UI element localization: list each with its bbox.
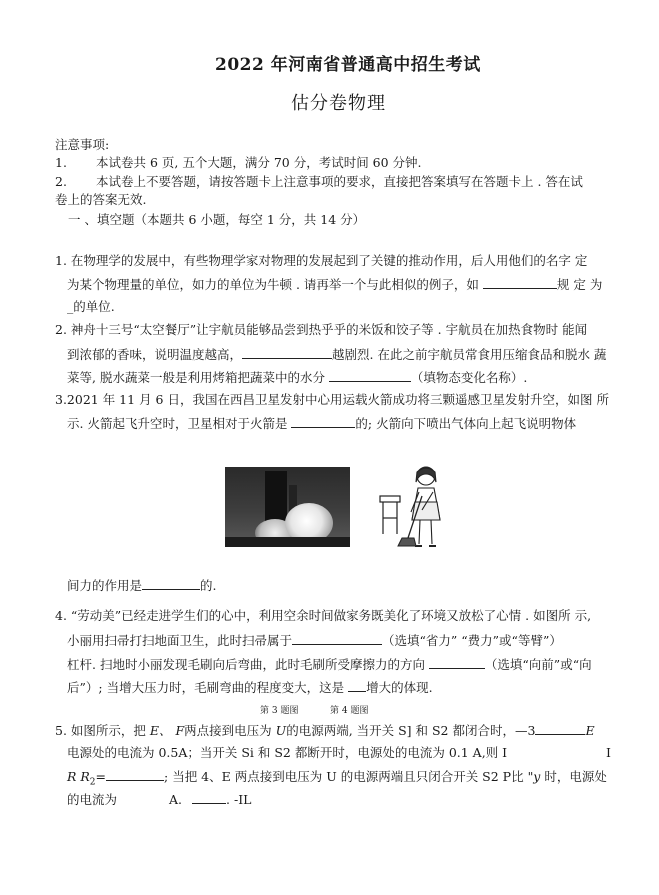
question-5-line-1: 5. 如图所示，把 E、 F两点接到电压为 U的电源两端, 当开关 S] 和 S2 都闭合时，—3 E xyxy=(55,723,595,738)
desk-drawing xyxy=(380,496,400,534)
question-4-line-3: 杠杆. 扫地时小丽发现毛刷向后弯曲，此时毛刷所受摩擦力的方向 （选填“向前”或“向 xyxy=(67,657,592,672)
notes-item-1-number: 1. xyxy=(55,155,67,170)
answer-blank xyxy=(291,415,355,428)
question-2-line-2: 到浓郁的香味，说明温度越高， 越剧烈. 在此之前宇航员常食用压缩食品和脱水 蔬 xyxy=(67,347,607,362)
question-3-line-1: 3.2021 年 11 月 6 日，我国在西昌卫星发射中心用运载火箭成功将三颗遥感卫星发射升空，如图 所 xyxy=(55,392,609,407)
answer-blank xyxy=(292,632,382,645)
figure-4-caption: 第 4 题图 xyxy=(330,706,369,716)
question-1-line-1: 1. 在物理学的发展中，有些物理学家对物理的发展起到了关键的推动作用，后人用他们的名字 定 xyxy=(55,253,588,268)
exam-title: 2022 年河南省普通高中招生考试 xyxy=(215,55,481,75)
question-4-line-1: 4. “劳动美”已经走进学生们的心中，利用空余时间做家务既美化了环境又放松了心情 . 如图所 示, xyxy=(55,608,592,623)
question-3-line-2: 示. 火箭起飞升空时，卫星相对于火箭是 的; 火箭向下喷出气体向上起飞说明物体 xyxy=(67,416,577,431)
section-heading: 一 、填空题（本题共 6 小题，每空 1 分，共 14 分） xyxy=(68,212,366,227)
notes-heading: 注意事项: xyxy=(55,137,110,152)
notes-item-2-continued: 卷上的答案无效. xyxy=(55,192,147,207)
notes-item-2: 本试卷上不要答题，请按答题卡上注意事项的要求，直接把答案填写在答题卡上 . 答在试 xyxy=(96,174,583,189)
answer-blank xyxy=(348,679,366,692)
answer-blank xyxy=(142,577,200,590)
question-2-line-1: 2. 神舟十三号“太空餐厅”让宇航员能够品尝到热乎乎的米饭和饺子等 . 宇航员在加热食物时 能闻 xyxy=(55,322,588,337)
answer-blank xyxy=(106,768,164,781)
answer-blank xyxy=(192,791,226,804)
question-1-line-3: _的单位. xyxy=(67,299,115,314)
rocket-launch-photo xyxy=(225,467,350,547)
question-5-line-3: R $R_2=$ ; 当把 4、E 两点接到电压为 U 的电源两端且只闭合开关 S2 P比 "y 时，电源处 xyxy=(67,769,607,788)
exam-subtitle: 估分卷物理 xyxy=(291,93,386,114)
question-3-line-3: 间力的作用是 的. xyxy=(67,578,217,593)
answer-blank xyxy=(242,346,332,359)
question-4-line-2: 小丽用扫帚打扫地面卫生，此时扫帚属于 （选填“省力” “费力”或“等臂”） xyxy=(67,633,562,648)
notes-item-2-number: 2. xyxy=(55,174,67,189)
answer-blank xyxy=(329,369,411,382)
launch-ground xyxy=(225,537,350,547)
answer-blank xyxy=(535,722,585,735)
notes-item-1: 本试卷共 6 页, 五个大题，满分 70 分，考试时间 60 分钟. xyxy=(96,155,422,170)
girl-sweeping-illustration xyxy=(378,462,460,552)
answer-blank xyxy=(483,276,557,289)
figure-3-caption: 第 3 题图 xyxy=(260,706,299,716)
question-5-line-4: 的电流为 A. . -IL xyxy=(67,792,252,807)
question-5-line-2: 电源处的电流为 0.5A；当开关 Si 和 S2 都断开时，电源处的电流为 0.1 A,则 I xyxy=(67,745,508,760)
question-5-line-2-end: I xyxy=(606,745,611,760)
answer-blank xyxy=(429,656,485,669)
question-2-line-3: 菜等, 脱水蔬菜一般是利用烤箱把蔬菜中的水分 （填物态变化名称）. xyxy=(67,370,528,385)
question-1-line-2: 为某个物理量的单位，如力的单位为牛顿 . 请再举一个与此相似的例子，如 规 定 为 xyxy=(67,277,603,292)
question-4-line-4: 后”）; 当增大压力时，毛刷弯曲的程度变大，这是 增大的体现. xyxy=(67,680,433,695)
girl-figure xyxy=(411,467,440,546)
